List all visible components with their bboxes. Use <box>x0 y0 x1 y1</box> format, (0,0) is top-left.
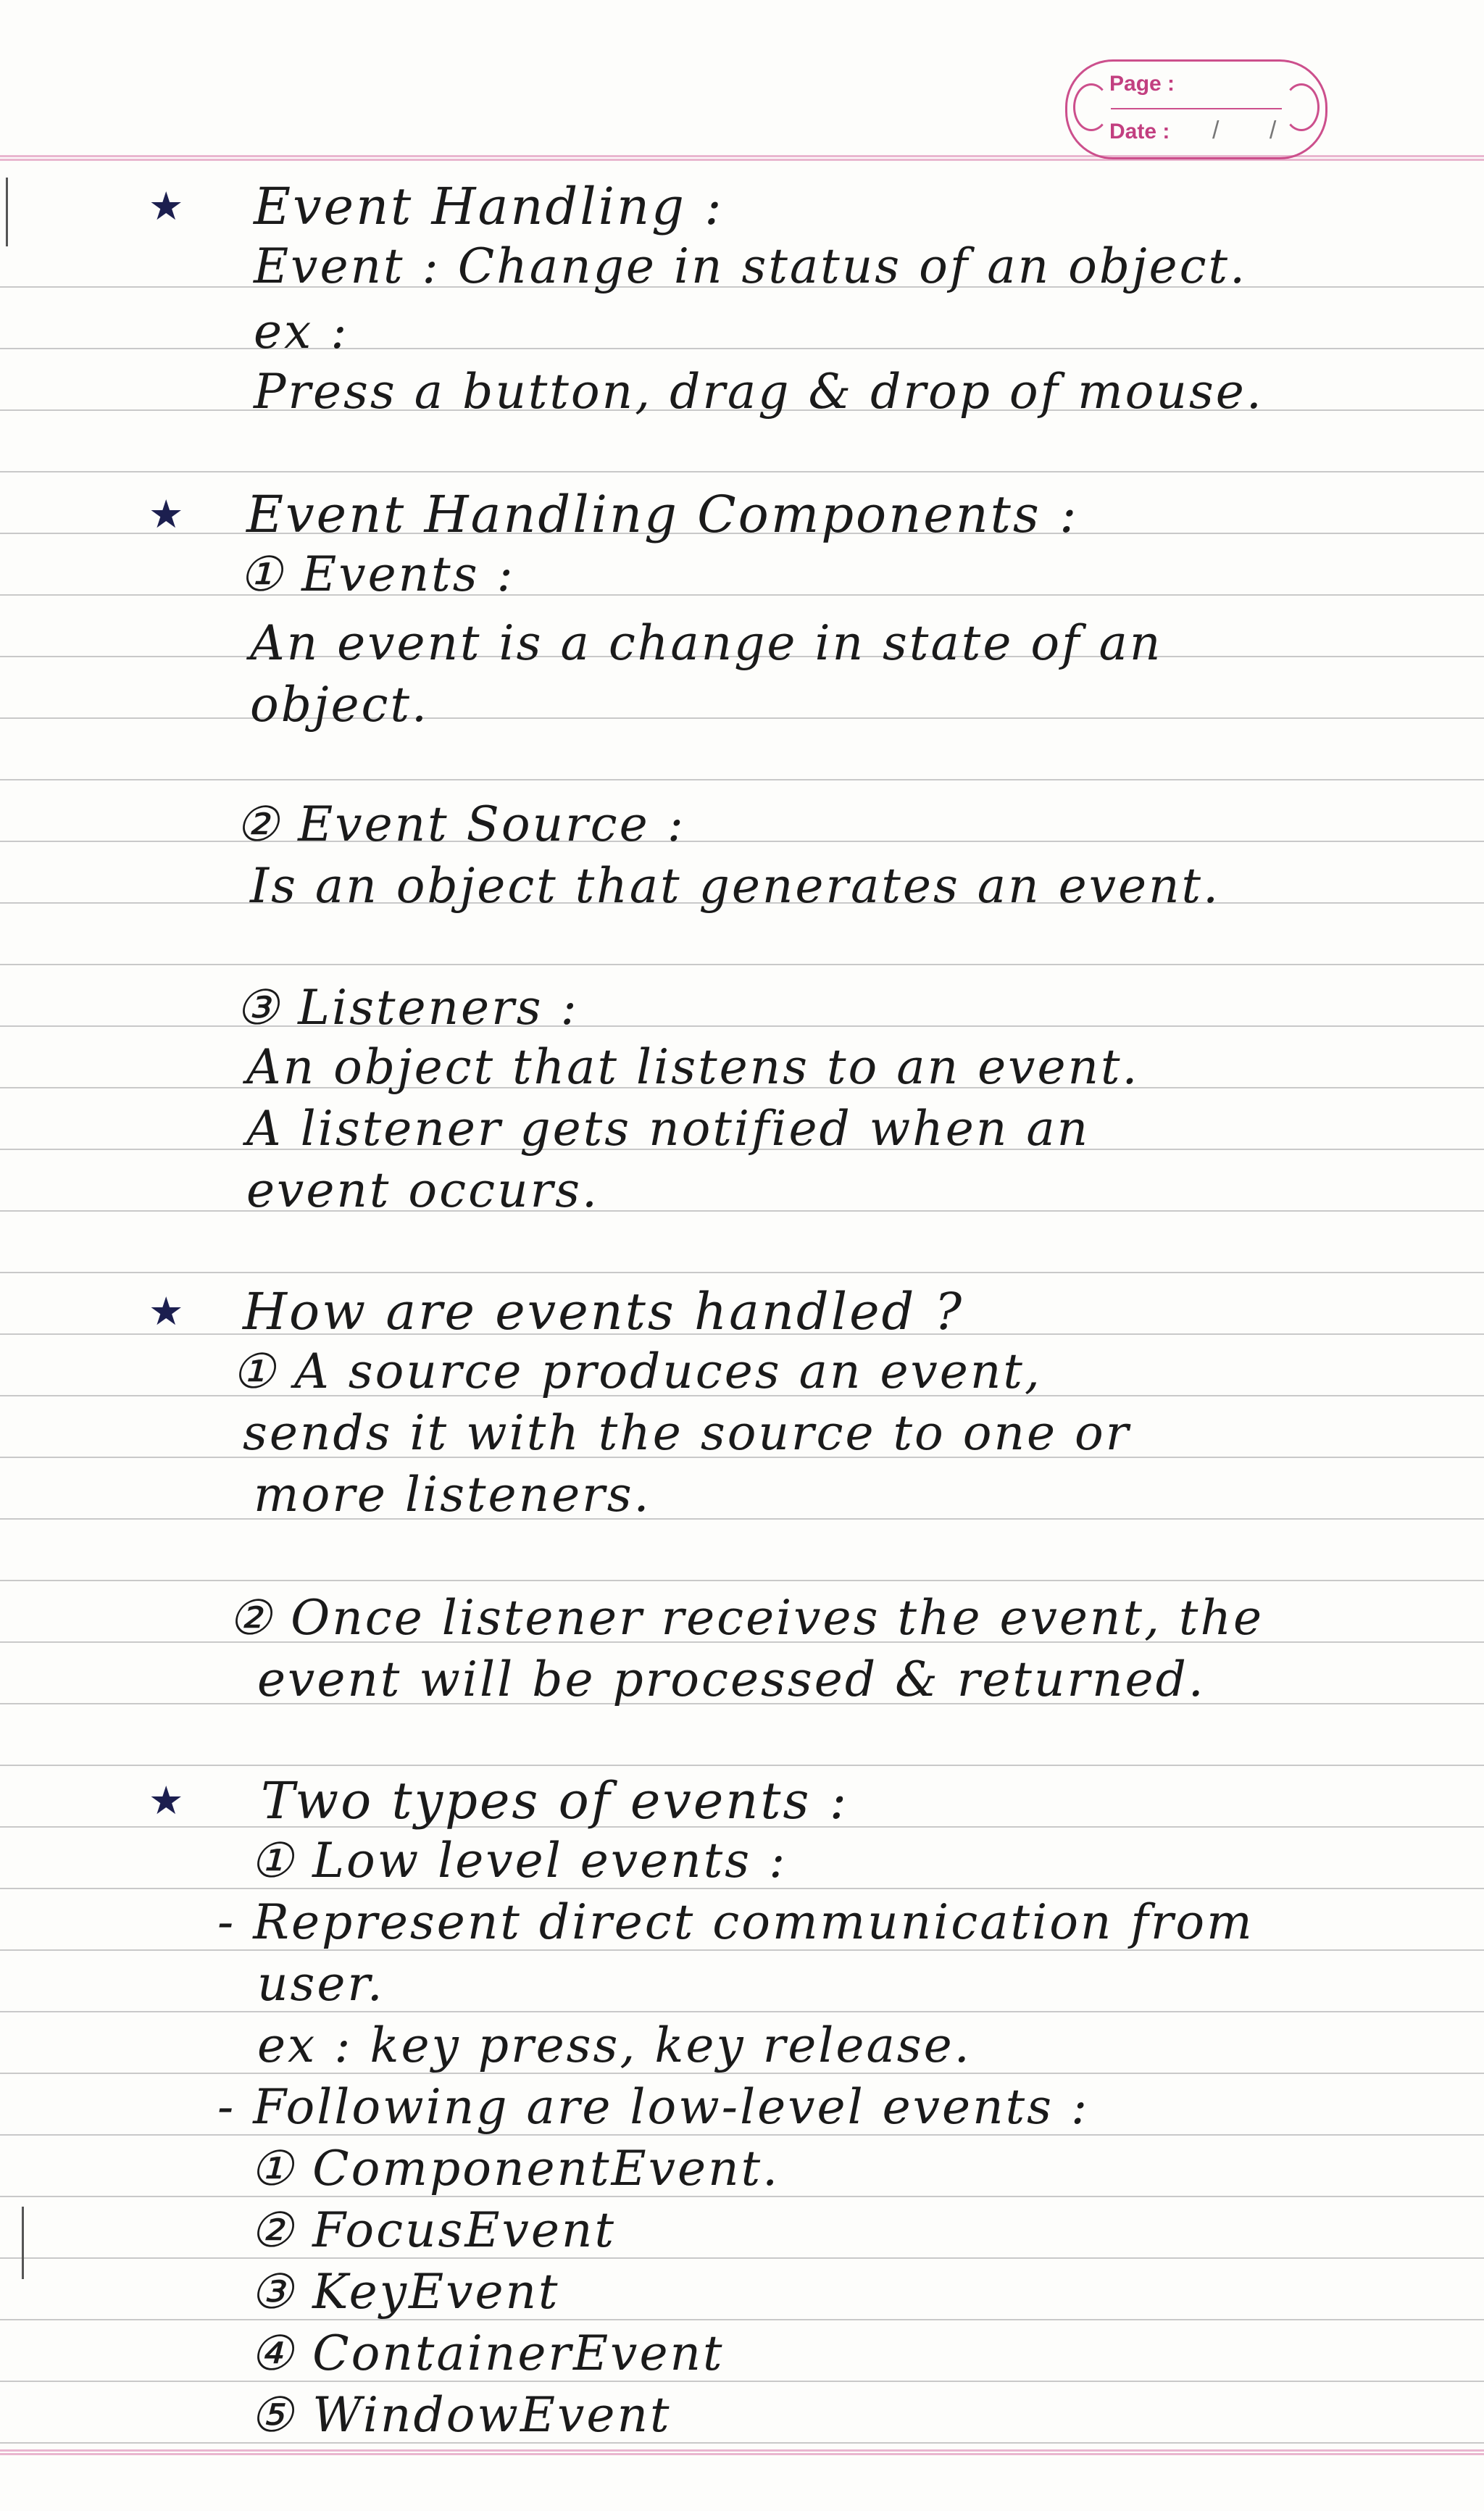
section-heading: How are events handled ? <box>243 1282 964 1341</box>
note-line: A listener gets notified when an <box>246 1101 1091 1157</box>
note-line: event will be processed & returned. <box>257 1652 1206 1707</box>
note-line: ② FocusEvent <box>250 2202 616 2258</box>
section-bullet-star: ★ <box>149 1778 184 1823</box>
note-line: ① A source produces an event, <box>232 1344 1042 1399</box>
note-line: ⑤ WindowEvent <box>250 2387 672 2443</box>
note-line: ② Once listener receives the event, the <box>228 1590 1264 1646</box>
note-line: sends it with the source to one or <box>243 1405 1131 1461</box>
note-line: ① Events : <box>239 546 515 602</box>
note-line: ④ ContainerEvent <box>250 2325 725 2381</box>
page-label: Page : <box>1109 72 1175 96</box>
date-label: Date : <box>1109 120 1170 143</box>
note-line: ③ Listeners : <box>235 980 579 1036</box>
note-line: object. <box>250 677 429 733</box>
note-line: - Represent direct communication from <box>217 1894 1254 1950</box>
note-line: ① ComponentEvent. <box>250 2141 780 2196</box>
note-line: ③ KeyEvent <box>250 2264 560 2320</box>
note-line: user. <box>257 1956 385 2012</box>
section-heading: Two types of events : <box>261 1771 849 1831</box>
note-line: ① Low level events : <box>250 1833 788 1889</box>
note-line: An object that listens to an event. <box>246 1039 1140 1095</box>
note-line: Is an object that generates an event. <box>250 858 1221 914</box>
note-line: An event is a change in state of an <box>250 615 1163 671</box>
note-line: Event : Change in status of an object. <box>254 238 1248 294</box>
section-bullet-star: ★ <box>149 183 184 229</box>
note-line: ex : <box>254 304 349 359</box>
section-heading: Event Handling : <box>254 177 724 236</box>
date-value: / / <box>1212 117 1298 144</box>
note-line: ex : key press, key release. <box>257 2017 972 2073</box>
section-bullet-star: ★ <box>149 1288 184 1334</box>
note-line: ② Event Source : <box>235 796 685 852</box>
note-line: event occurs. <box>246 1162 599 1218</box>
note-line: more listeners. <box>254 1467 651 1523</box>
section-bullet-star: ★ <box>149 491 184 537</box>
section-heading: Event Handling Components : <box>246 485 1079 544</box>
note-line: - Following are low-level events : <box>217 2079 1090 2135</box>
note-line: Press a button, drag & drop of mouse. <box>254 364 1264 420</box>
